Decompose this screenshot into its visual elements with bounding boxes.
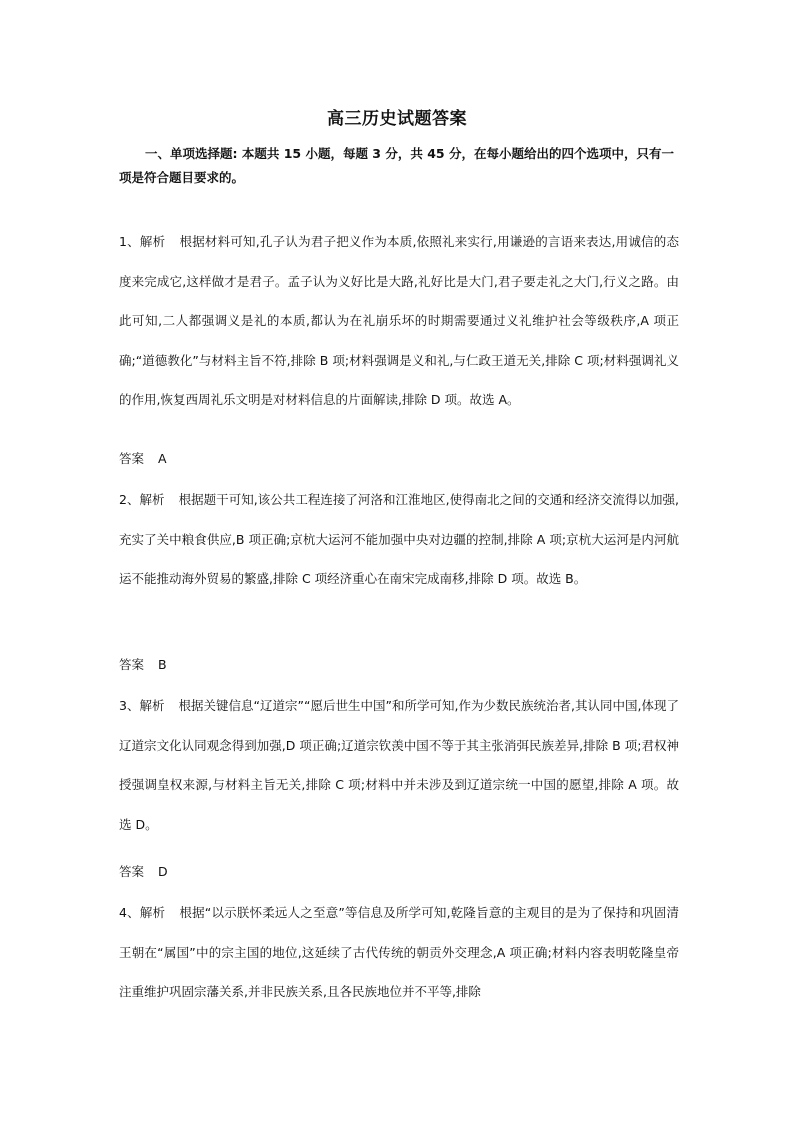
question-number: 4、 — [119, 905, 140, 920]
answer-value: B — [158, 657, 167, 672]
question-label: 解析 — [139, 234, 166, 249]
question-3-analysis — [119, 686, 679, 844]
question-3-answer — [119, 862, 168, 882]
answer-value: D — [158, 864, 168, 879]
question-4-analysis — [119, 893, 679, 1012]
question-analysis-text: 根据“以示朕怀柔远人之至意”等信息及所学可知,乾隆旨意的主观目的是为了保持和巩固清王朝在“属国”中的宗主国的地位,这延续了古代传统的朝贡外交理念,A 项正确;材料内容表明乾隆皇帝注重维护巩固宗藩关系,并非民族关系,且各民族地位并不平等,排除 — [119, 905, 679, 999]
question-2-analysis — [119, 480, 679, 599]
answer-label: 答案 — [119, 451, 145, 466]
question-analysis-text: 根据材料可知,孔子认为君子把义作为本质,依照礼来实行,用谦逊的言语来表达,用诚信的态度来完成它,这样做才是君子。孟子认为义好比是大路,礼好比是大门,君子要走礼之大门,行义之路。由此可知,二人都强调义是礼的本质,都认为在礼崩乐坏的时期需要通过义礼维护社会等级秩序,A 项正确;“道德教化”与材料主旨不符,排除 B 项;材料强调是义和礼,与仁政王道无关,排除 C 项;材料强调礼义的作用,恢复西周礼乐文明是对材料信息的片面解读,排除 D 项。故选 A。 — [119, 234, 679, 407]
question-number: 1、 — [119, 234, 140, 249]
question-1-analysis — [119, 222, 679, 420]
answer-value: A — [158, 451, 167, 466]
question-label: 解析 — [139, 698, 165, 713]
page-title: 高三历史试题答案 — [327, 109, 467, 129]
question-number: 2、 — [119, 492, 140, 507]
question-number: 3、 — [119, 698, 140, 713]
question-label: 解析 — [139, 492, 165, 507]
question-1-answer — [119, 449, 167, 469]
question-label: 解析 — [139, 905, 166, 920]
question-analysis-text: 根据题干可知,该公共工程连接了河洛和江淮地区,使得南北之间的交通和经济交流得以加强,充实了关中粮食供应,B 项正确;京杭大运河不能加强中央对边疆的控制,排除 A 项;京杭大运河是内河航运不能推动海外贸易的繁盛,排除 C 项经济重心在南宋完成南移,排除 D 项。故选 B。 — [119, 492, 679, 586]
answer-label: 答案 — [119, 864, 145, 879]
answer-label: 答案 — [119, 657, 145, 672]
section-intro: 一、单项选择题: 本题共 15 小题，每题 3 分，共 45 分，在每小题给出的四个选项中，只有一项是符合题目要求的。 — [119, 146, 674, 185]
question-analysis-text: 根据关键信息“辽道宗”“愿后世生中国”和所学可知,作为少数民族统治者,其认同中国,体现了辽道宗文化认同观念得到加强,D 项正确;辽道宗钦羡中国不等于其主张消弭民族差异,排除 B 项;君权神授强调皇权来源,与材料主旨无关,排除 C 项;材料中并未涉及到辽道宗统一中国的愿望,排除 A 项。故选 D。 — [119, 698, 679, 832]
question-2-answer — [119, 655, 167, 675]
